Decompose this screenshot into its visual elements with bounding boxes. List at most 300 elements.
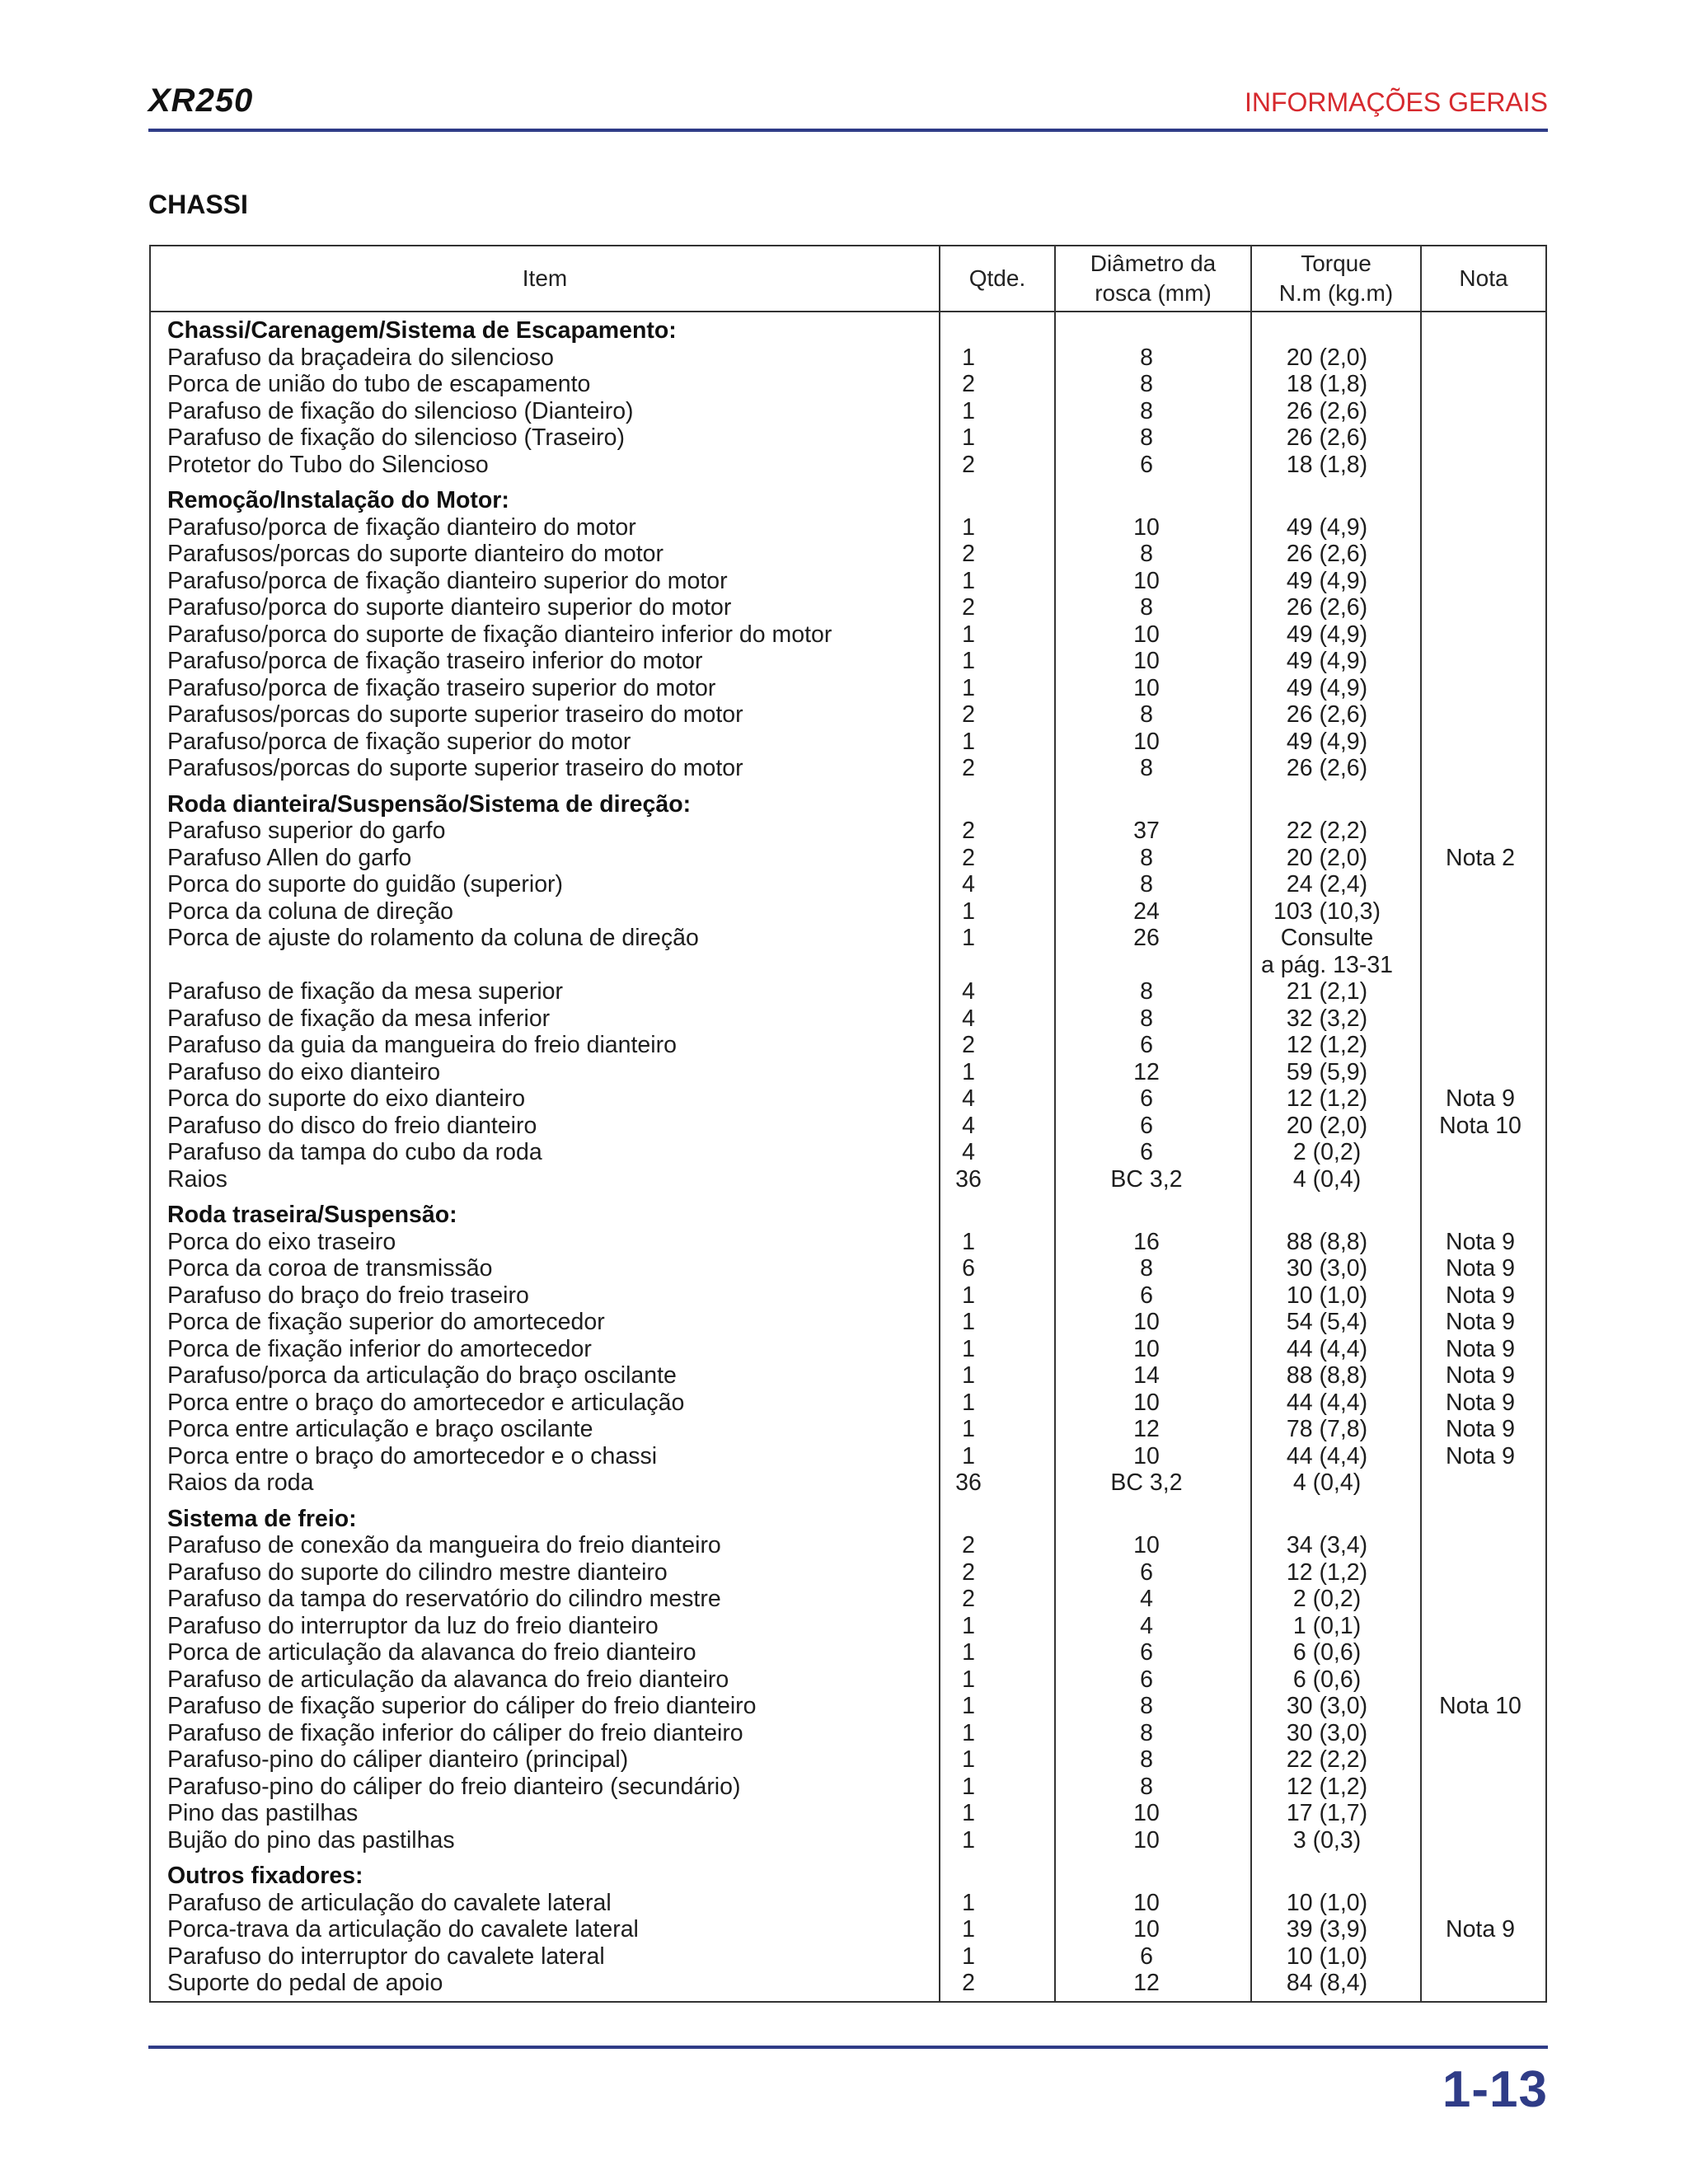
cell-diameter: 8 <box>1140 397 1153 424</box>
table-row <box>151 514 1545 541</box>
cell-diameter: 8 <box>1140 978 1153 1005</box>
cell-qty: 1 <box>962 1228 975 1255</box>
cell-diameter: 10 <box>1133 1800 1160 1826</box>
table-row <box>151 1229 1545 1256</box>
cell-diameter: 8 <box>1140 1719 1153 1746</box>
cell-torque: 49 (4,9) <box>1286 567 1368 594</box>
cell-diameter: 14 <box>1133 1362 1160 1389</box>
table-row <box>151 344 1545 372</box>
cell-item: Porca de fixação inferior do amortecedor <box>167 1335 592 1362</box>
table-row <box>151 1469 1545 1497</box>
cell-item: Parafuso/porca de fixação traseiro superior do motor <box>167 674 716 701</box>
cell-item: Porca-trava da articulação do cavalete lateral <box>167 1916 639 1943</box>
cell-diameter: 12 <box>1133 1970 1160 1996</box>
group-title: Chassi/Carenagem/Sistema de Escapamento: <box>167 317 677 344</box>
table-row <box>151 1166 1545 1193</box>
cell-torque: 2 (0,2) <box>1292 1139 1362 1165</box>
cell-qty: 1 <box>962 1719 975 1746</box>
cell-diameter: 6 <box>1140 1032 1153 1058</box>
cell-torque: 20 (2,0) <box>1286 344 1368 371</box>
cell-qty: 1 <box>962 1612 975 1639</box>
cell-note: Nota 9 <box>1446 1255 1515 1282</box>
table-row <box>151 1336 1545 1363</box>
cell-torque: 84 (8,4) <box>1286 1970 1368 1996</box>
cell-note: Nota 9 <box>1446 1416 1515 1442</box>
cell-diameter: 10 <box>1133 1309 1160 1335</box>
cell-diameter: 10 <box>1133 1889 1160 1916</box>
header-divider <box>148 129 1548 132</box>
cell-qty: 4 <box>962 978 975 1005</box>
cell-qty: 1 <box>962 1639 975 1666</box>
cell-diameter: 12 <box>1133 1058 1160 1085</box>
cell-item: Parafuso de fixação do silencioso (Traseiro) <box>167 424 625 451</box>
cell-item: Parafuso de fixação do silencioso (Dianteiro) <box>167 397 634 424</box>
cell-item: Parafuso Allen do garfo <box>167 844 412 871</box>
cell-item: Parafuso/porca de fixação dianteiro do motor <box>167 513 636 541</box>
cell-qty: 1 <box>962 344 975 371</box>
cell-torque: 103 (10,3) <box>1273 898 1381 925</box>
cell-qty: 4 <box>962 1005 975 1032</box>
cell-item: Parafuso/porca de fixação dianteiro superior do motor <box>167 567 728 594</box>
cell-qty: 1 <box>962 1362 975 1389</box>
cell-item: Parafuso do interruptor da luz do freio dianteiro <box>167 1612 659 1639</box>
cell-item: Parafuso de fixação da mesa inferior <box>167 1005 551 1032</box>
table-row <box>151 845 1545 872</box>
cell-note: Nota 9 <box>1446 1228 1515 1255</box>
page-title: CHASSI <box>148 190 248 219</box>
cell-item: Porca de ajuste do rolamento da coluna de direção <box>167 925 699 951</box>
cell-qty: 4 <box>962 871 975 898</box>
cell-diameter: 10 <box>1133 1442 1160 1469</box>
table-row <box>151 371 1545 398</box>
cell-note: Nota 9 <box>1446 1442 1515 1469</box>
cell-item: Porca de articulação da alavanca do freio dianteiro <box>167 1639 696 1666</box>
cell-item: Parafuso/porca da articulação do braço oscilante <box>167 1362 677 1389</box>
cell-item: Parafuso/porca do suporte dianteiro superior do motor <box>167 594 732 621</box>
cell-qty: 2 <box>962 1558 975 1586</box>
table-row <box>151 1559 1545 1586</box>
cell-torque: 20 (2,0) <box>1286 1112 1368 1139</box>
cell-diameter: 6 <box>1140 1943 1153 1970</box>
table-row <box>151 1059 1545 1086</box>
table-header <box>151 246 1545 312</box>
cell-qty: 1 <box>962 424 975 451</box>
page-header <box>148 82 1548 130</box>
cell-qty: 2 <box>962 371 975 397</box>
torque-table <box>149 245 1547 2003</box>
cell-torque: 54 (5,4) <box>1286 1309 1368 1335</box>
cell-item: Parafuso de articulação do cavalete lateral <box>167 1889 612 1916</box>
cell-torque: 32 (3,2) <box>1286 1005 1368 1032</box>
cell-qty: 1 <box>962 1693 975 1719</box>
cell-diameter: 8 <box>1140 1693 1153 1719</box>
cell-diameter: 10 <box>1133 728 1160 755</box>
cell-torque: 30 (3,0) <box>1286 1719 1368 1746</box>
cell-note: Nota 10 <box>1439 1693 1522 1719</box>
header-diameter <box>1056 246 1250 311</box>
cell-item: Porca entre articulação e braço oscilante <box>167 1416 593 1442</box>
table-row <box>151 1827 1545 1854</box>
cell-torque: 88 (8,8) <box>1286 1362 1368 1389</box>
cell-torque: 44 (4,4) <box>1286 1335 1368 1362</box>
cell-diameter: 8 <box>1140 1255 1153 1282</box>
cell-qty: 2 <box>962 451 975 478</box>
group-title: Remoção/Instalação do Motor: <box>167 487 509 513</box>
cell-torque: 26 (2,6) <box>1286 424 1368 451</box>
cell-qty: 1 <box>962 1442 975 1469</box>
cell-diameter: 10 <box>1133 674 1160 701</box>
cell-diameter: 10 <box>1133 621 1160 648</box>
cell-item: Porca da coluna de direção <box>167 898 453 925</box>
cell-note: Nota 9 <box>1446 1085 1515 1112</box>
cell-torque: 22 (2,2) <box>1286 818 1368 844</box>
cell-qty: 1 <box>962 621 975 648</box>
cell-torque: 26 (2,6) <box>1286 701 1368 728</box>
cell-diameter: 16 <box>1133 1228 1160 1255</box>
cell-item: Parafuso da braçadeira do silencioso <box>167 344 554 371</box>
table-row <box>151 568 1545 595</box>
table-row <box>151 978 1545 1005</box>
cell-torque: 3 (0,3) <box>1292 1826 1362 1854</box>
table-row <box>151 1139 1545 1166</box>
table-row <box>151 1666 1545 1694</box>
table-row <box>151 1362 1545 1390</box>
header-qty: Qtde. <box>968 265 1026 291</box>
cell-note: Nota 9 <box>1446 1282 1515 1309</box>
section-title: INFORMAÇÕES GERAIS <box>1244 87 1548 117</box>
cell-diameter: 10 <box>1133 1335 1160 1362</box>
cell-item: Bujão do pino das pastilhas <box>167 1826 455 1854</box>
cell-qty: 2 <box>962 818 975 844</box>
table-row <box>151 1586 1545 1613</box>
table-row <box>151 594 1545 621</box>
cell-torque: 18 (1,8) <box>1286 451 1368 478</box>
cell-torque: 26 (2,6) <box>1286 397 1368 424</box>
cell-torque: 10 (1,0) <box>1286 1889 1368 1916</box>
cell-note: Nota 9 <box>1446 1309 1515 1335</box>
group-title: Roda dianteira/Suspensão/Sistema de direção: <box>167 790 692 818</box>
cell-diameter: 10 <box>1133 648 1160 674</box>
cell-torque: 22 (2,2) <box>1286 1746 1368 1773</box>
cell-qty: 1 <box>962 1058 975 1085</box>
table-row <box>151 1639 1545 1666</box>
cell-item: Parafuso do braço do freio traseiro <box>167 1282 529 1309</box>
table-row <box>151 541 1545 568</box>
table-row <box>151 1720 1545 1747</box>
header-diameter-line2: rosca (mm) <box>1095 280 1212 306</box>
table-row <box>151 952 1545 979</box>
cell-torque: 12 (1,2) <box>1286 1558 1368 1586</box>
table-row <box>151 1032 1545 1059</box>
cell-torque: 88 (8,8) <box>1286 1228 1368 1255</box>
cell-qty: 4 <box>962 1139 975 1165</box>
cell-qty: 1 <box>962 925 975 951</box>
cell-qty: 1 <box>962 1282 975 1309</box>
table-row <box>151 1916 1545 1943</box>
cell-torque: 34 (3,4) <box>1286 1532 1368 1558</box>
cell-torque: 26 (2,6) <box>1286 755 1368 781</box>
cell-torque: 6 (0,6) <box>1292 1639 1362 1666</box>
cell-qty: 1 <box>962 728 975 755</box>
cell-qty: 1 <box>962 1889 975 1916</box>
cell-qty: 1 <box>962 1666 975 1693</box>
cell-item: Parafuso da guia da mangueira do freio dianteiro <box>167 1032 677 1058</box>
cell-torque: 21 (2,1) <box>1286 978 1368 1005</box>
cell-diameter: 10 <box>1133 1532 1160 1558</box>
cell-torque: 20 (2,0) <box>1286 844 1368 871</box>
table-row <box>151 648 1545 675</box>
group-title: Sistema de freio: <box>167 1505 357 1532</box>
cell-diameter: 10 <box>1133 567 1160 594</box>
cell-torque: 49 (4,9) <box>1286 513 1368 541</box>
cell-torque: 6 (0,6) <box>1292 1666 1362 1693</box>
cell-torque: 30 (3,0) <box>1286 1693 1368 1719</box>
cell-item: Porca do suporte do eixo dianteiro <box>167 1085 526 1112</box>
cell-item: Parafuso do eixo dianteiro <box>167 1058 441 1085</box>
table-row <box>151 755 1545 782</box>
cell-qty: 1 <box>962 1773 975 1800</box>
header-torque-line2: N.m (kg.m) <box>1278 280 1394 306</box>
table-row <box>151 1970 1545 1997</box>
cell-item: Parafusos/porcas do suporte dianteiro do motor <box>167 541 664 567</box>
cell-item: Parafuso da tampa do cubo da roda <box>167 1139 542 1165</box>
cell-qty: 1 <box>962 1416 975 1442</box>
cell-qty: 1 <box>962 898 975 925</box>
table-row <box>151 1943 1545 1971</box>
cell-diameter: 10 <box>1133 1826 1160 1854</box>
cell-torque: 24 (2,4) <box>1286 871 1368 898</box>
cell-qty: 1 <box>962 1826 975 1854</box>
table-row <box>151 1443 1545 1470</box>
cell-item: Parafuso/porca do suporte de fixação dianteiro inferior do motor <box>167 621 832 648</box>
cell-item: Parafuso/porca de fixação superior do motor <box>167 728 631 755</box>
table-row <box>151 1282 1545 1310</box>
cell-torque: 18 (1,8) <box>1286 371 1368 397</box>
cell-qty: 1 <box>962 1335 975 1362</box>
cell-torque: 26 (2,6) <box>1286 541 1368 567</box>
cell-qty: 1 <box>962 1389 975 1416</box>
cell-qty: 2 <box>962 1032 975 1058</box>
cell-qty: 4 <box>962 1085 975 1112</box>
cell-torque: 10 (1,0) <box>1286 1282 1368 1309</box>
group-title: Roda traseira/Suspensão: <box>167 1202 457 1228</box>
cell-diameter: 10 <box>1133 1389 1160 1416</box>
cell-qty: 36 <box>955 1165 982 1193</box>
cell-note: Nota 2 <box>1446 844 1515 871</box>
cell-diameter: 8 <box>1140 424 1153 451</box>
cell-qty: 2 <box>962 1586 975 1612</box>
cell-torque: 12 (1,2) <box>1286 1085 1368 1112</box>
cell-torque: 2 (0,2) <box>1292 1586 1362 1612</box>
cell-diameter: 6 <box>1140 1139 1153 1165</box>
table-body <box>151 311 1545 2001</box>
table-row <box>151 925 1545 952</box>
cell-diameter: 37 <box>1133 818 1160 844</box>
table-row <box>151 1613 1545 1640</box>
cell-qty: 2 <box>962 1532 975 1558</box>
cell-torque: 10 (1,0) <box>1286 1943 1368 1970</box>
cell-item: Porca entre o braço do amortecedor e articulação <box>167 1389 685 1416</box>
cell-qty: 2 <box>962 701 975 728</box>
cell-item: Parafuso do suporte do cilindro mestre dianteiro <box>167 1558 668 1586</box>
table-row <box>151 1532 1545 1559</box>
cell-torque: 26 (2,6) <box>1286 594 1368 621</box>
cell-diameter: 10 <box>1133 513 1160 541</box>
cell-item: Parafuso-pino do cáliper dianteiro (principal) <box>167 1746 629 1773</box>
table-row <box>151 452 1545 479</box>
table-row <box>151 1005 1545 1033</box>
table-row <box>151 1390 1545 1417</box>
cell-diameter: 8 <box>1140 701 1153 728</box>
cell-diameter: 4 <box>1140 1612 1153 1639</box>
cell-diameter: 24 <box>1133 898 1160 925</box>
model-name: XR250 <box>148 82 254 119</box>
cell-item: Parafuso do interruptor do cavalete lateral <box>167 1943 605 1970</box>
cell-diameter: 8 <box>1140 871 1153 898</box>
cell-item: Parafuso de fixação da mesa superior <box>167 978 564 1005</box>
cell-qty: 1 <box>962 567 975 594</box>
cell-torque: 49 (4,9) <box>1286 648 1368 674</box>
cell-item: Parafuso do disco do freio dianteiro <box>167 1112 537 1139</box>
cell-qty: 4 <box>962 1112 975 1139</box>
table-row <box>151 1774 1545 1801</box>
cell-diameter: 6 <box>1140 1558 1153 1586</box>
cell-qty: 1 <box>962 648 975 674</box>
cell-diameter: 6 <box>1140 1112 1153 1139</box>
cell-qty: 1 <box>962 1943 975 1970</box>
cell-torque: 49 (4,9) <box>1286 728 1368 755</box>
table-row <box>151 729 1545 756</box>
cell-diameter: 8 <box>1140 1005 1153 1032</box>
cell-note: Nota 9 <box>1446 1335 1515 1362</box>
cell-torque: 44 (4,4) <box>1286 1389 1368 1416</box>
cell-note: Nota 9 <box>1446 1362 1515 1389</box>
cell-torque: 39 (3,9) <box>1286 1916 1368 1943</box>
cell-item: Parafuso superior do garfo <box>167 818 446 844</box>
cell-diameter: BC 3,2 <box>1110 1469 1183 1496</box>
cell-diameter: 6 <box>1140 1666 1153 1693</box>
table-row <box>151 898 1545 926</box>
cell-diameter: 10 <box>1133 1916 1160 1943</box>
cell-diameter: 8 <box>1140 344 1153 371</box>
cell-torque: 78 (7,8) <box>1286 1416 1368 1442</box>
header-torque <box>1252 246 1420 311</box>
cell-torque: 1 (0,1) <box>1292 1612 1362 1639</box>
table-row <box>151 675 1545 702</box>
cell-item: Parafusos/porcas do suporte superior traseiro do motor <box>167 755 743 781</box>
table-row <box>151 871 1545 898</box>
cell-qty: 2 <box>962 1970 975 1996</box>
cell-diameter: 8 <box>1140 371 1153 397</box>
cell-torque: a pág. 13-31 <box>1260 951 1394 978</box>
header-diameter-line1: Diâmetro da <box>1090 251 1217 276</box>
cell-item: Protetor do Tubo do Silencioso <box>167 451 489 478</box>
cell-item: Suporte do pedal de apoio <box>167 1970 443 1996</box>
table-row <box>151 1800 1545 1827</box>
cell-torque: 44 (4,4) <box>1286 1442 1368 1469</box>
table-row <box>151 424 1545 452</box>
cell-qty: 2 <box>962 541 975 567</box>
cell-item: Porca do eixo traseiro <box>167 1228 396 1255</box>
cell-diameter: 8 <box>1140 844 1153 871</box>
cell-diameter: 8 <box>1140 594 1153 621</box>
header-note: Nota <box>1459 265 1508 291</box>
cell-item: Parafuso de articulação da alavanca do freio dianteiro <box>167 1666 729 1693</box>
cell-torque: Consulte <box>1280 925 1374 951</box>
cell-torque: 59 (5,9) <box>1286 1058 1368 1085</box>
table-row <box>151 1890 1545 1917</box>
table-row <box>151 818 1545 845</box>
cell-item: Porca do suporte do guidão (superior) <box>167 871 564 898</box>
cell-item: Porca entre o braço do amortecedor e o chassi <box>167 1442 658 1469</box>
table-row <box>151 1085 1545 1113</box>
cell-item: Pino das pastilhas <box>167 1800 359 1826</box>
cell-item: Parafuso de conexão da mangueira do freio dianteiro <box>167 1532 721 1558</box>
cell-torque: 17 (1,7) <box>1286 1800 1368 1826</box>
table-row <box>151 701 1545 729</box>
cell-item: Porca da coroa de transmissão <box>167 1255 493 1282</box>
cell-diameter: 8 <box>1140 541 1153 567</box>
cell-torque: 49 (4,9) <box>1286 674 1368 701</box>
cell-torque: 12 (1,2) <box>1286 1773 1368 1800</box>
cell-item: Parafuso da tampa do reservatório do cilindro mestre <box>167 1586 721 1612</box>
cell-qty: 1 <box>962 1800 975 1826</box>
cell-diameter: 6 <box>1140 1282 1153 1309</box>
cell-diameter: 12 <box>1133 1416 1160 1442</box>
table-row <box>151 1309 1545 1336</box>
cell-item: Porca de união do tubo de escapamento <box>167 371 591 397</box>
cell-qty: 1 <box>962 513 975 541</box>
header-item: Item <box>522 265 568 291</box>
cell-diameter: 6 <box>1140 1639 1153 1666</box>
cell-diameter: 26 <box>1133 925 1160 951</box>
group-title: Outros fixadores: <box>167 1863 363 1889</box>
cell-qty: 1 <box>962 1916 975 1943</box>
cell-diameter: 8 <box>1140 1773 1153 1800</box>
cell-item: Parafuso/porca de fixação traseiro inferior do motor <box>167 648 703 674</box>
cell-item: Parafusos/porcas do suporte superior traseiro do motor <box>167 701 743 728</box>
table-row <box>151 1693 1545 1720</box>
cell-note: Nota 9 <box>1446 1916 1515 1943</box>
cell-item: Porca de fixação superior do amortecedor <box>167 1309 605 1335</box>
table-row <box>151 1255 1545 1282</box>
cell-note: Nota 9 <box>1446 1389 1515 1416</box>
cell-qty: 2 <box>962 844 975 871</box>
cell-note: Nota 10 <box>1439 1112 1522 1139</box>
cell-torque: 12 (1,2) <box>1286 1032 1368 1058</box>
cell-torque: 30 (3,0) <box>1286 1255 1368 1282</box>
cell-qty: 6 <box>962 1255 975 1282</box>
cell-qty: 1 <box>962 674 975 701</box>
cell-diameter: 6 <box>1140 1085 1153 1112</box>
cell-qty: 1 <box>962 397 975 424</box>
table-row <box>151 621 1545 649</box>
page-number: 1-13 <box>1442 2061 1548 2118</box>
cell-qty: 36 <box>955 1469 982 1496</box>
cell-item: Parafuso de fixação superior do cáliper do freio dianteiro <box>167 1693 757 1719</box>
table-row <box>151 1416 1545 1443</box>
cell-diameter: BC 3,2 <box>1110 1165 1183 1193</box>
cell-item: Parafuso de fixação inferior do cáliper do freio dianteiro <box>167 1719 743 1746</box>
cell-diameter: 6 <box>1140 451 1153 478</box>
cell-item: Raios da roda <box>167 1469 314 1496</box>
footer-divider <box>148 2046 1548 2049</box>
cell-torque: 4 (0,4) <box>1292 1165 1362 1193</box>
table-row <box>151 1113 1545 1140</box>
cell-qty: 1 <box>962 1309 975 1335</box>
table-row <box>151 1746 1545 1774</box>
cell-diameter: 4 <box>1140 1586 1153 1612</box>
